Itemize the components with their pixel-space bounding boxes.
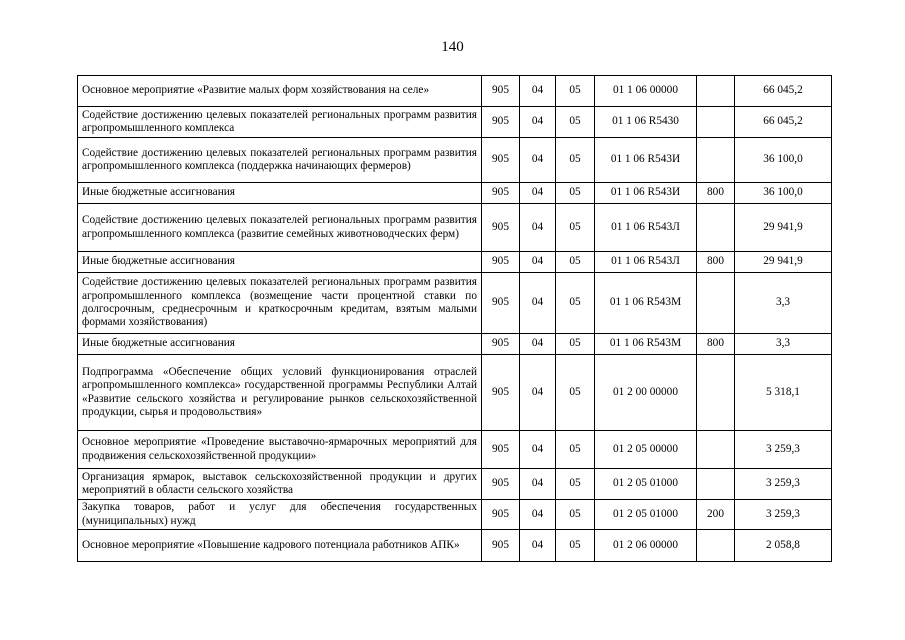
row-description: Основное мероприятие «Повышение кадрового потенциала работников АПК» — [78, 530, 482, 562]
table-row — [78, 500, 832, 530]
row-amount: 36 100,0 — [735, 183, 832, 204]
table-row — [78, 334, 832, 355]
row-expense-type — [697, 107, 735, 138]
row-amount: 3 259,3 — [735, 469, 832, 500]
table-row — [78, 355, 832, 431]
row-ministry-code: 905 — [482, 334, 520, 355]
row-expense-type — [697, 431, 735, 469]
row-expense-type: 800 — [697, 334, 735, 355]
row-target-article: 01 1 06 R5430 — [595, 107, 697, 138]
budget-table — [77, 75, 832, 562]
row-subsection-code: 05 — [556, 76, 595, 107]
row-subsection-code: 05 — [556, 355, 595, 431]
row-expense-type: 200 — [697, 500, 735, 530]
row-ministry-code: 905 — [482, 138, 520, 183]
row-expense-type — [697, 204, 735, 252]
row-target-article: 01 2 05 01000 — [595, 469, 697, 500]
row-description: Содействие достижению целевых показателей региональных программ развития агропромышленного комплекса — [78, 107, 482, 138]
row-subsection-code: 05 — [556, 334, 595, 355]
row-description: Иные бюджетные ассигнования — [78, 334, 482, 355]
row-description: Подпрограмма «Обеспечение общих условий функционирования отраслей агропромышленного комплекса» государственной программы Республики Алтай «Развитие сельского хозяйства и регулирование рынков сельскохозяйственной продукции, сырья и продовольствия» — [78, 355, 482, 431]
row-amount: 3,3 — [735, 334, 832, 355]
row-section-code: 04 — [520, 183, 556, 204]
table-row — [78, 204, 832, 252]
row-section-code: 04 — [520, 252, 556, 273]
row-target-article: 01 2 05 01000 — [595, 500, 697, 530]
row-section-code: 04 — [520, 355, 556, 431]
row-ministry-code: 905 — [482, 355, 520, 431]
row-target-article: 01 1 06 R543М — [595, 334, 697, 355]
row-amount: 3 259,3 — [735, 431, 832, 469]
table-row — [78, 431, 832, 469]
page-number: 140 — [441, 39, 464, 55]
row-description: Содействие достижению целевых показателей региональных программ развития агропромышленного комплекса (возмещение части процентной ставки по долгосрочным, среднесрочным и краткосрочным кредитам, взятым малыми формами хозяйствования) — [78, 273, 482, 334]
row-target-article: 01 1 06 R543Л — [595, 252, 697, 273]
table-row — [78, 107, 832, 138]
row-expense-type: 800 — [697, 252, 735, 273]
row-section-code: 04 — [520, 204, 556, 252]
row-section-code: 04 — [520, 273, 556, 334]
row-expense-type — [697, 138, 735, 183]
row-expense-type — [697, 76, 735, 107]
row-section-code: 04 — [520, 334, 556, 355]
row-ministry-code: 905 — [482, 183, 520, 204]
row-amount: 3 259,3 — [735, 500, 832, 530]
row-section-code: 04 — [520, 530, 556, 562]
row-expense-type — [697, 530, 735, 562]
row-target-article: 01 1 06 R543М — [595, 273, 697, 334]
table-row — [78, 273, 832, 334]
row-amount: 3,3 — [735, 273, 832, 334]
table-row — [78, 76, 832, 107]
row-subsection-code: 05 — [556, 530, 595, 562]
row-subsection-code: 05 — [556, 500, 595, 530]
row-ministry-code: 905 — [482, 76, 520, 107]
row-section-code: 04 — [520, 469, 556, 500]
row-target-article: 01 2 05 00000 — [595, 431, 697, 469]
row-target-article: 01 2 06 00000 — [595, 530, 697, 562]
row-description: Основное мероприятие «Развитие малых форм хозяйствования на селе» — [78, 76, 482, 107]
row-expense-type — [697, 355, 735, 431]
row-target-article: 01 1 06 00000 — [595, 76, 697, 107]
row-expense-type: 800 — [697, 183, 735, 204]
row-description: Содействие достижению целевых показателей региональных программ развития агропромышленного комплекса (развитие семейных животноводческих ферм) — [78, 204, 482, 252]
row-section-code: 04 — [520, 107, 556, 138]
row-description: Иные бюджетные ассигнования — [78, 252, 482, 273]
row-subsection-code: 05 — [556, 273, 595, 334]
row-subsection-code: 05 — [556, 107, 595, 138]
row-target-article: 01 2 00 00000 — [595, 355, 697, 431]
table-row — [78, 252, 832, 273]
row-expense-type — [697, 273, 735, 334]
row-amount: 29 941,9 — [735, 204, 832, 252]
row-subsection-code: 05 — [556, 183, 595, 204]
row-ministry-code: 905 — [482, 107, 520, 138]
row-subsection-code: 05 — [556, 138, 595, 183]
row-description: Содействие достижению целевых показателей региональных программ развития агропромышленного комплекса (поддержка начинающих фермеров) — [78, 138, 482, 183]
row-section-code: 04 — [520, 138, 556, 183]
row-amount: 66 045,2 — [735, 76, 832, 107]
row-section-code: 04 — [520, 76, 556, 107]
row-description: Закупка товаров, работ и услуг для обеспечения государственных (муниципальных) нужд — [78, 500, 482, 530]
row-expense-type — [697, 469, 735, 500]
row-amount: 29 941,9 — [735, 252, 832, 273]
table-row — [78, 469, 832, 500]
row-subsection-code: 05 — [556, 204, 595, 252]
row-ministry-code: 905 — [482, 500, 520, 530]
row-subsection-code: 05 — [556, 431, 595, 469]
row-ministry-code: 905 — [482, 530, 520, 562]
row-ministry-code: 905 — [482, 469, 520, 500]
row-ministry-code: 905 — [482, 273, 520, 334]
table-row — [78, 530, 832, 562]
row-target-article: 01 1 06 R543И — [595, 138, 697, 183]
row-section-code: 04 — [520, 500, 556, 530]
budget-table-body — [78, 76, 832, 562]
row-amount: 5 318,1 — [735, 355, 832, 431]
row-target-article: 01 1 06 R543И — [595, 183, 697, 204]
row-amount: 36 100,0 — [735, 138, 832, 183]
row-ministry-code: 905 — [482, 431, 520, 469]
row-description: Организация ярмарок, выставок сельскохозяйственной продукции и других мероприятий в области сельского хозяйства — [78, 469, 482, 500]
row-ministry-code: 905 — [482, 204, 520, 252]
row-description: Иные бюджетные ассигнования — [78, 183, 482, 204]
row-amount: 2 058,8 — [735, 530, 832, 562]
row-subsection-code: 05 — [556, 469, 595, 500]
table-row — [78, 183, 832, 204]
row-subsection-code: 05 — [556, 252, 595, 273]
row-section-code: 04 — [520, 431, 556, 469]
row-target-article: 01 1 06 R543Л — [595, 204, 697, 252]
row-ministry-code: 905 — [482, 252, 520, 273]
row-amount: 66 045,2 — [735, 107, 832, 138]
table-row — [78, 138, 832, 183]
row-description: Основное мероприятие «Проведение выставочно-ярмарочных мероприятий для продвижения сельскохозяйственной продукции» — [78, 431, 482, 469]
